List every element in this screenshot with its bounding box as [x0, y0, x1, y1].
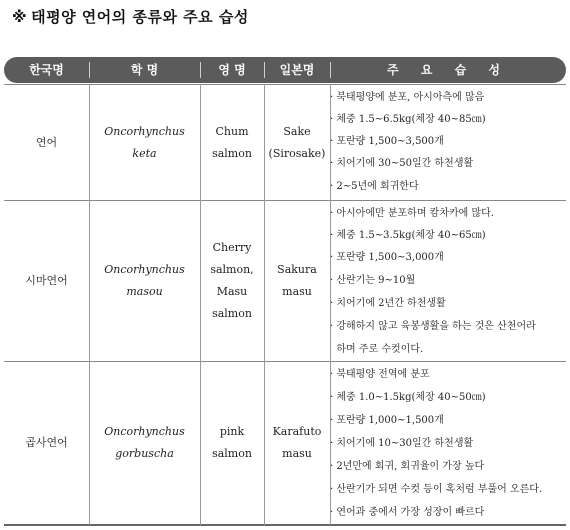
page-title — [12, 6, 249, 27]
habit-item: · 체중 1.5~6.5kg(체장 40~85㎝) — [330, 114, 486, 125]
table-row-3-korean — [4, 362, 89, 524]
english-name-line: salmon, — [210, 263, 254, 276]
habit-item: · 체중 1.5~3.5kg(체장 40~65㎝) — [330, 230, 486, 241]
header-scientific-name: 학 명 — [130, 63, 159, 77]
japanese-name-line: (Sirosake) — [268, 146, 326, 160]
table-row-1-english — [200, 85, 264, 200]
habit-item: · 강해하지 않고 육봉생활을 하는 것은 산천어라 — [330, 321, 536, 332]
habit-item: · 2년만에 회귀, 회귀율이 가장 높다 — [330, 461, 485, 472]
japanese-name-line: masu — [282, 447, 312, 460]
english-name-line: salmon — [212, 447, 252, 460]
header-korean-name: 한국명 — [29, 63, 64, 77]
header-japanese-name: 일본명 — [279, 63, 315, 77]
header-main-habits: 주 요 습 성 — [387, 63, 509, 77]
table-row-2-scientific — [89, 201, 200, 361]
scientific-genus: Oncorhynchus — [104, 263, 185, 276]
table-row-1-japanese — [264, 85, 330, 200]
scientific-genus: Oncorhynchus — [104, 124, 185, 138]
japanese-name-line: Sakura — [277, 263, 317, 276]
table-header — [4, 57, 566, 83]
scientific-species: masou — [126, 285, 163, 298]
habit-item: · 아시아에만 분포하며 캄차카에 많다. — [330, 208, 494, 219]
table-row-1-scientific — [89, 85, 200, 200]
habit-item: · 포란량 1,000~1,500개 — [330, 415, 444, 426]
english-name-line: Masu — [216, 285, 248, 298]
habit-item: · 포란량 1,500~3,000개 — [330, 252, 444, 263]
korean-name: 곱사연어 — [25, 436, 68, 449]
habit-item: · 2~5년에 회귀한다 — [330, 181, 419, 192]
japanese-name-line: Sake — [283, 124, 311, 138]
english-name-line: Chum — [215, 124, 249, 138]
header-english-name: 영 명 — [218, 63, 246, 77]
scientific-genus: Oncorhynchus — [104, 425, 185, 438]
english-name-line: salmon — [212, 146, 252, 160]
habit-item: · 치어기에 30~50일간 하천생활 — [330, 158, 474, 169]
japanese-name-line: masu — [282, 285, 312, 298]
habit-item: · 북태평양 전역에 분포 — [330, 369, 430, 380]
table-row-3-english — [200, 362, 264, 524]
reference-mark-icon: ※ — [12, 8, 28, 26]
habit-item: · 체중 1.0~1.5kg(체장 40~50㎝) — [330, 392, 486, 403]
table-row-3-scientific — [89, 362, 200, 524]
habit-item: · 치어기에 2년간 하천생활 — [330, 298, 446, 309]
english-name-line: Cherry — [212, 241, 252, 254]
habit-item: · 연어과 중에서 가장 성장이 빠르다 — [330, 507, 485, 518]
table-row-2-english — [200, 201, 264, 361]
korean-name: 시마연어 — [25, 274, 68, 287]
habit-item: · 포란량 1,500~3,500개 — [330, 136, 444, 147]
habit-item: · 산란기는 9~10월 — [330, 275, 416, 286]
table-row-3-japanese — [264, 362, 330, 524]
japanese-name-line: Karafuto — [272, 425, 322, 438]
scientific-species: keta — [132, 146, 157, 160]
table-row-2-japanese — [264, 201, 330, 361]
page-title-text: 태평양 연어의 종류와 주요 습성 — [31, 8, 249, 26]
habit-item-continued: 하며 주로 수컷이다. — [330, 344, 424, 355]
english-name-line: pink — [219, 425, 245, 438]
english-name-line: salmon — [212, 307, 252, 320]
korean-name: 연어 — [35, 135, 58, 149]
scientific-species: gorbuscha — [115, 447, 174, 460]
table-row-1-korean — [4, 85, 89, 200]
habit-item: · 북태평양에 분포, 아시아측에 많음 — [330, 92, 485, 103]
habit-item: · 치어기에 10~30일간 하천생활 — [330, 438, 474, 449]
habit-item: · 산란기가 되면 수컷 등이 혹처럼 부풀어 오른다. — [330, 484, 543, 495]
table-row-2-korean — [4, 201, 89, 361]
